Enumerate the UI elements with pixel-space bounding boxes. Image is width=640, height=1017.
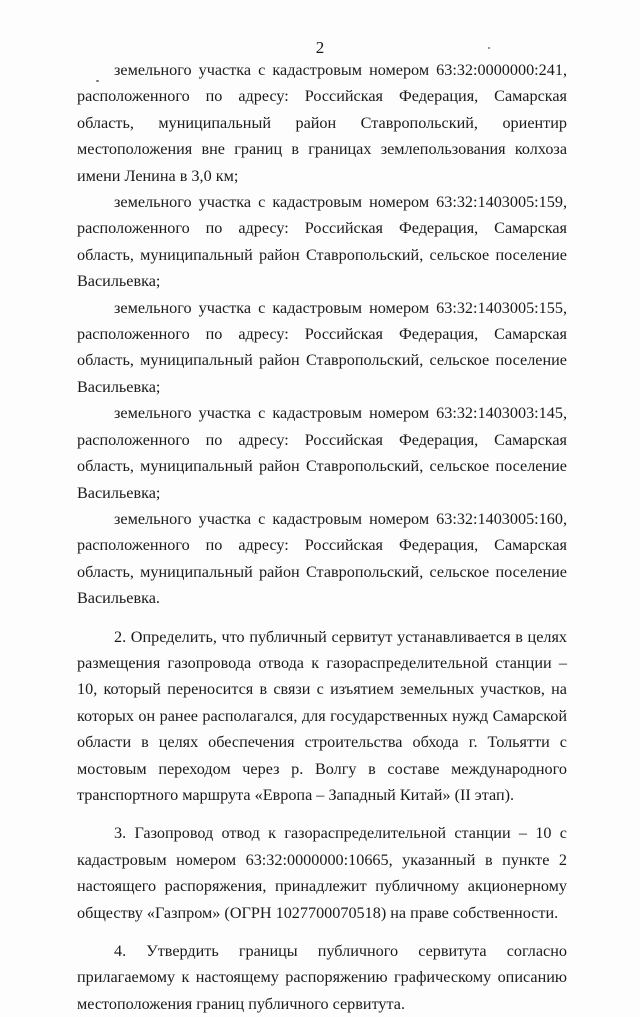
document-body [77,57,567,1017]
paragraph-land-plot-160: земельного участка с кадастровым номером 63:32:1403005:160, расположенного по адресу: Российская Федерация, Самарская область, муниципальный район Ставропольский, сельское поселение Васильевка. [77,509,567,608]
paragraph-item-4: 4. Утвердить границы публичного сервитута согласно прилагаемому к настоящему распоряжению графическому описанию местоположения границ публичного сервитута. [77,942,567,1013]
page-number: 2 [315,38,325,57]
paragraph-item-2: 2. Определить, что публичный сервитут устанавливается в целях размещения газопровода отвода к газораспределительной станции – 10, который переносится в связи с изъятием земельных участков, на которых он ранее располагался, для государственных нужд Самарской области в целях обеспечения строительства обхода г. Тольятти с мостовым переходом через р. Волгу в составе международного транспортного маршрута «Европа – Западный Китай» (II этап). [77,627,567,804]
paragraph-land-plot-145: земельного участка с кадастровым номером 63:32:1403003:145, расположенного по адресу: Российская Федерация, Самарская область, муниципальный район Ставропольский, сельское поселение Васильевка; [77,404,567,502]
scan-speck [488,47,490,49]
paragraph-item-3: 3. Газопровод отвод к газораспределительной станции – 10 с кадастровым номером 63:32:0000000:10665, указанный в пункте 2 настоящего распоряжения, принадлежит публичному акционерному обществу «Газпром» (ОГРН 1027700070518) на праве собственности. [77,824,567,922]
paragraph-land-plot-155: земельного участка с кадастровым номером 63:32:1403005:155, расположенного по адресу: Российская Федерация, Самарская область, муниципальный район Ставропольский, сельское поселение Васильевка; [77,298,567,396]
paragraph-land-plot-241: земельного участка с кадастровым номером 63:32:0000000:241, расположенного по адресу: Российская Федерация, Самарская область, муниципальный район Ставропольский, ориентир местоположения вне границ в границах землепользования колхоза имени Ленина в 3,0 км; [77,61,567,185]
paragraph-land-plot-159: земельного участка с кадастровым номером 63:32:1403005:159, расположенного по адресу: Российская Федерация, Самарская область, муниципальный район Ставропольский, сельское поселение Васильевка; [77,193,567,291]
